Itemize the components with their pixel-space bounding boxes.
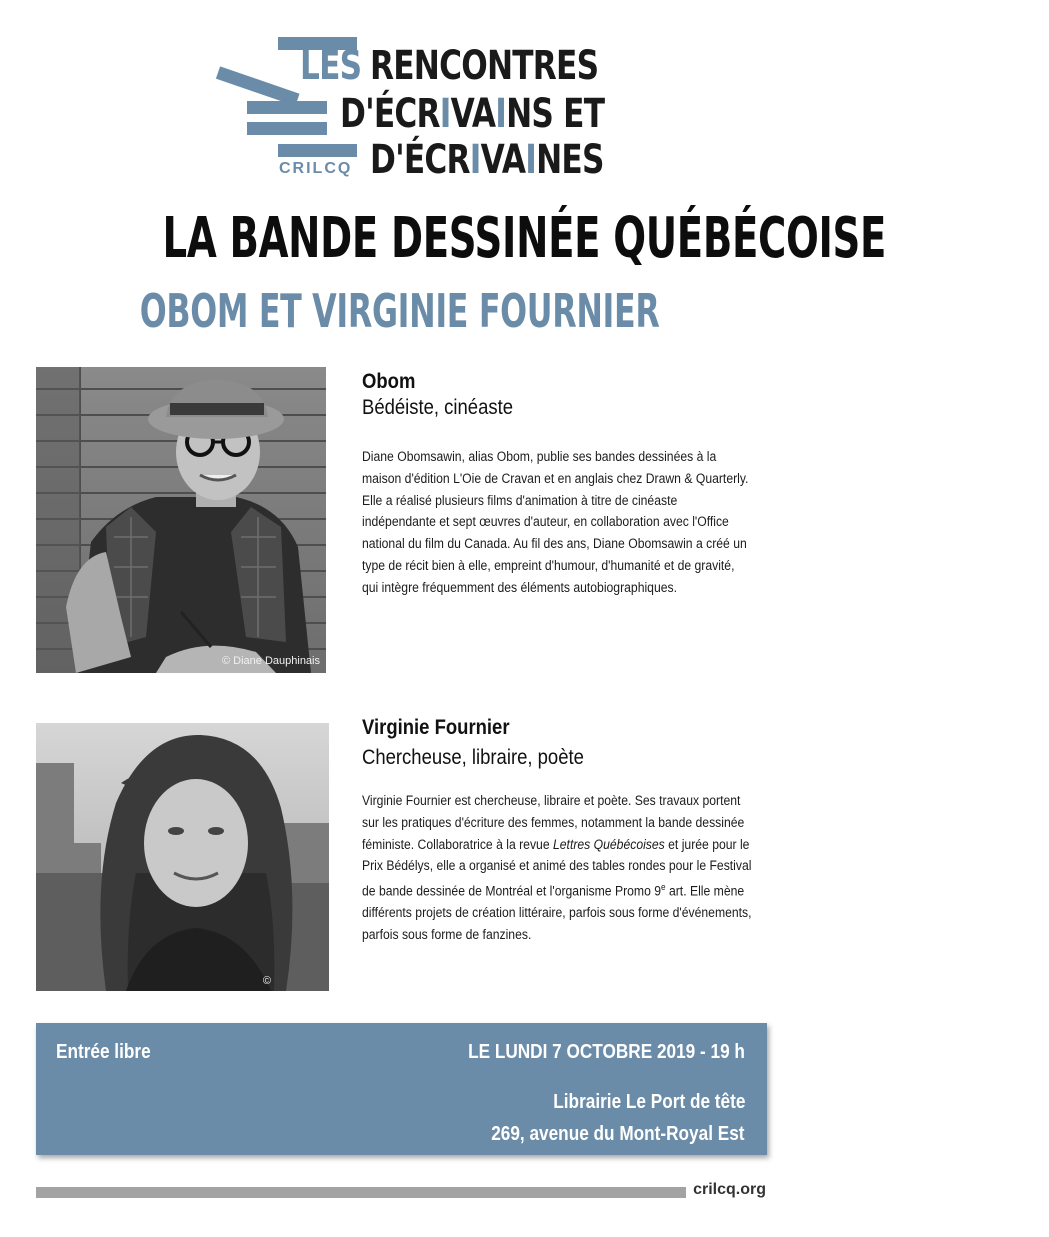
obom-photo (36, 367, 326, 673)
logo-bar-middle-1 (247, 101, 327, 114)
bio-text: et jurée pour le Prix Bédélys, elle a organisé et animé des tables rondes pour le Festival de bande dessinée de Montréal et l'organisme Promo 9 (362, 836, 752, 899)
logo-text-accent: I (495, 91, 507, 137)
author-name: Obom (362, 370, 416, 393)
event-venue: Librairie Le Port de tête (552, 1091, 745, 1113)
admission-label: Entrée libre (56, 1041, 151, 1063)
logo-text-accent: I (469, 137, 481, 183)
logo-text: D'ÉCR (340, 91, 440, 137)
journal-title: Lettres Québécoises (553, 836, 665, 852)
photo-credit: © (262, 975, 271, 987)
event-subtitle-text: OBOM ET VIRGINIE FOURNIER (140, 284, 660, 338)
bio-text: art. Elle mène différents projets de création littéraire, parfois sous forme d'événements, parfois sous forme de fanzines. (362, 883, 752, 943)
logo-text: VA (450, 91, 496, 137)
event-address: 269, avenue du Mont-Royal Est (491, 1123, 745, 1145)
logo-text: NES (536, 137, 604, 183)
logo-text-accent: I (525, 137, 537, 183)
logo-text: D'ÉCR (370, 137, 470, 183)
author-bio-text: Diane Obomsawin, alias Obom, publie ses bandes dessinées à la maison d'édition L'Oie de Cravan et en anglais chez Drawn & Quarterly. Elle a réalisé plusieurs films d'animation à titre de cinéaste indépendante et sept œuvres d'auteur, en collaboration avec l'Office national du film du Canada. Au fil des ans, Diane Obomsawin a créé un type de récit bien à elle, empreint d'humour, d'humanité et de gravité, qui intègre fréquemment des éléments autobiographiques. (362, 449, 749, 595)
event-series-logo (0, 0, 800, 190)
event-info-box (36, 1023, 767, 1155)
bio-superscript: e (661, 882, 666, 893)
logo-text-accent: I (439, 91, 451, 137)
logo-organization: CRILCQ (279, 160, 353, 177)
logo-line-2 (340, 92, 604, 136)
bio-text: Virginie Fournier est chercheuse, libraire et poète. Ses travaux portent sur les pratiques d'écriture des femmes, notamment la bande dessinée féministe. Collaboratrice à la revue (362, 793, 745, 852)
event-title (0, 204, 887, 274)
footer-website-link[interactable]: crilcq.org (693, 1181, 766, 1198)
author-role: Chercheuse, libraire, poète (362, 746, 584, 769)
logo-text: VA (480, 137, 526, 183)
logo-line-1 (370, 44, 598, 88)
author-bio-text (362, 790, 753, 946)
author-name: Virginie Fournier (362, 716, 510, 739)
logo-line-3 (370, 138, 604, 182)
author-bio (362, 790, 753, 946)
logo-bar-bottom (278, 144, 357, 157)
event-title-text: LA BANDE DESSINÉE QUÉBÉCOISE (162, 206, 887, 271)
footer-divider (36, 1187, 686, 1198)
author-role: Bédéiste, cinéaste (362, 396, 514, 419)
virginie-fournier-photo (36, 723, 329, 991)
logo-text: NS ET (506, 91, 605, 137)
logo-line-1-text: RENCONTRES (370, 43, 599, 89)
event-subtitle (0, 283, 800, 339)
photo-credit: © Diane Dauphinais (222, 655, 320, 667)
author-bio (362, 446, 753, 599)
event-date: LE LUNDI 7 OCTOBRE 2019 - 19 h (468, 1041, 745, 1063)
logo-les: LES (300, 43, 362, 89)
logo-bar-middle-2 (247, 122, 327, 135)
